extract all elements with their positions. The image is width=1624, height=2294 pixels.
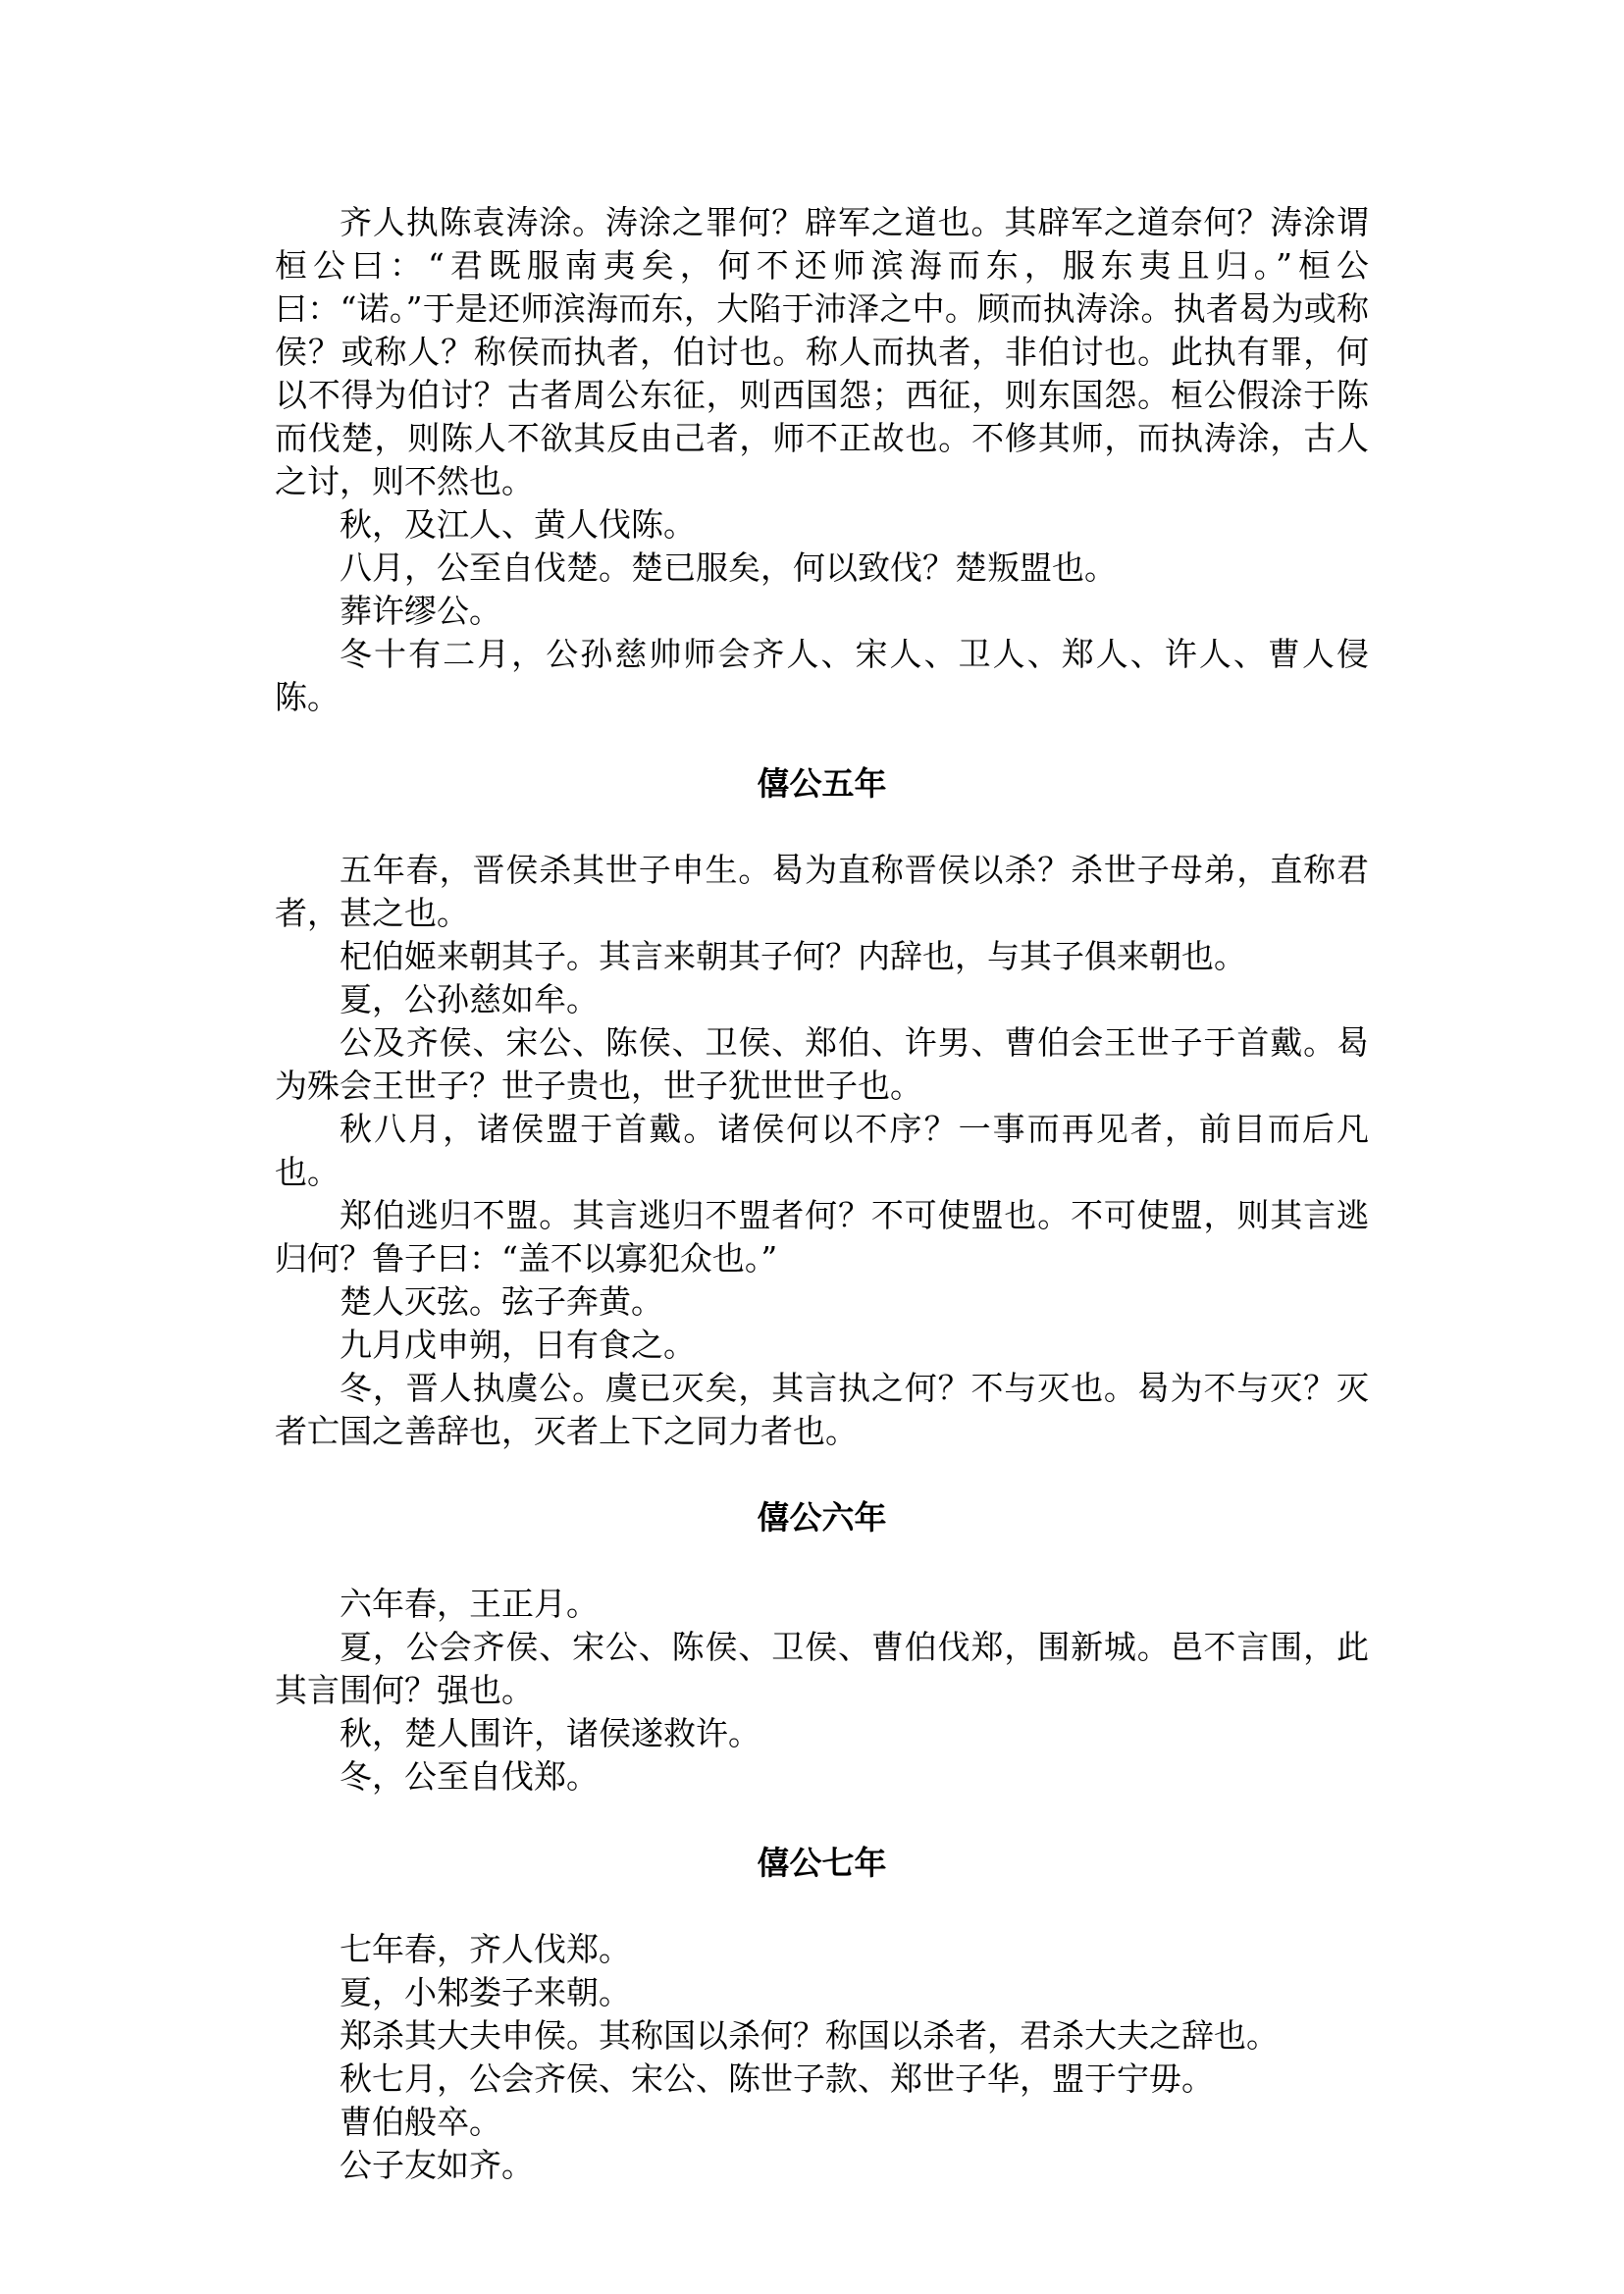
paragraph: 秋，及江人、黄人伐陈。 — [340, 505, 696, 544]
paragraph: 八月，公至自伐楚。楚已服矣，何以致伐？楚叛盟也。 — [340, 548, 1117, 587]
paragraph: 楚人灭弦。弦子奔黄。 — [340, 1282, 663, 1321]
paragraph: 秋七月，公会齐侯、宋公、陈世子款、郑世子华，盟于宁毋。 — [340, 2059, 1214, 2098]
paragraph: 冬，公至自伐郑。 — [340, 1757, 599, 1796]
paragraph: 冬十有二月，公孙慈帅师会齐人、宋人、卫人、郑人、许人、曹人侵陈。 — [275, 635, 1369, 716]
paragraph: 葬许缪公。 — [340, 592, 501, 630]
text-body — [275, 201, 1369, 2187]
section-heading: 僖公七年 — [757, 1844, 887, 1882]
paragraph: 六年春，王正月。 — [340, 1585, 599, 1623]
paragraph: 曹伯般卒。 — [340, 2103, 501, 2141]
section-heading: 僖公五年 — [757, 764, 887, 803]
paragraph: 秋八月，诸侯盟于首戴。诸侯何以不序？一事而再见者，前目而后凡也。 — [275, 1110, 1369, 1191]
section-heading: 僖公六年 — [757, 1498, 887, 1537]
paragraph: 齐人执陈袁涛涂。涛涂之罪何？辟军之道也。其辟军之道奈何？涛涂谓桓公曰：“君既服南夷矣，何不还师滨海而东，服东夷且归。”桓公曰：“诺。”于是还师滨海而东，大陷于沛泽之中。顾而执涛涂。执者曷为或称侯？或称人？称侯而执者，伯讨也。称人而执者，非伯讨也。此执有罪，何以不得为伯讨？古者周公东征，则西国怨；西征，则东国怨。桓公假涂于陈而伐楚，则陈人不欲其反由己者，师不正故也。不修其师，而执涛涂，古人之讨，则不然也。 — [275, 203, 1369, 500]
paragraph: 冬，晋人执虞公。虞已灭矣，其言执之何？不与灭也。曷为不与灭？灭者亡国之善辞也，灭者上下之同力者也。 — [275, 1369, 1369, 1450]
paragraph: 郑杀其大夫申侯。其称国以杀何？称国以杀者，君杀大夫之辞也。 — [340, 2016, 1279, 2055]
paragraph: 杞伯姬来朝其子。其言来朝其子何？内辞也，与其子俱来朝也。 — [340, 937, 1246, 975]
paragraph: 秋，楚人围许，诸侯遂救许。 — [340, 1714, 760, 1752]
paragraph: 郑伯逃归不盟。其言逃归不盟者何？不可使盟也。不可使盟，则其言逃归何？鲁子曰：“盖不以寡犯众也。” — [275, 1196, 1369, 1277]
paragraph: 夏，公会齐侯、宋公、陈侯、卫侯、曹伯伐郑，围新城。邑不言围，此其言围何？强也。 — [275, 1628, 1369, 1709]
paragraph: 九月戊申朔，日有食之。 — [340, 1326, 696, 1364]
paragraph: 七年春，齐人伐郑。 — [340, 1930, 631, 1968]
paragraph: 公子友如齐。 — [340, 2146, 534, 2184]
paragraph: 夏，小邾娄子来朝。 — [340, 1973, 631, 2011]
paragraph: 五年春，晋侯杀其世子申生。曷为直称晋侯以杀？杀世子母弟，直称君者，甚之也。 — [275, 851, 1369, 932]
paragraph: 公及齐侯、宋公、陈侯、卫侯、郑伯、许男、曹伯会王世子于首戴。曷为殊会王世子？世子贵也，世子犹世世子也。 — [275, 1023, 1369, 1105]
paragraph: 夏，公孙慈如牟。 — [340, 980, 599, 1018]
